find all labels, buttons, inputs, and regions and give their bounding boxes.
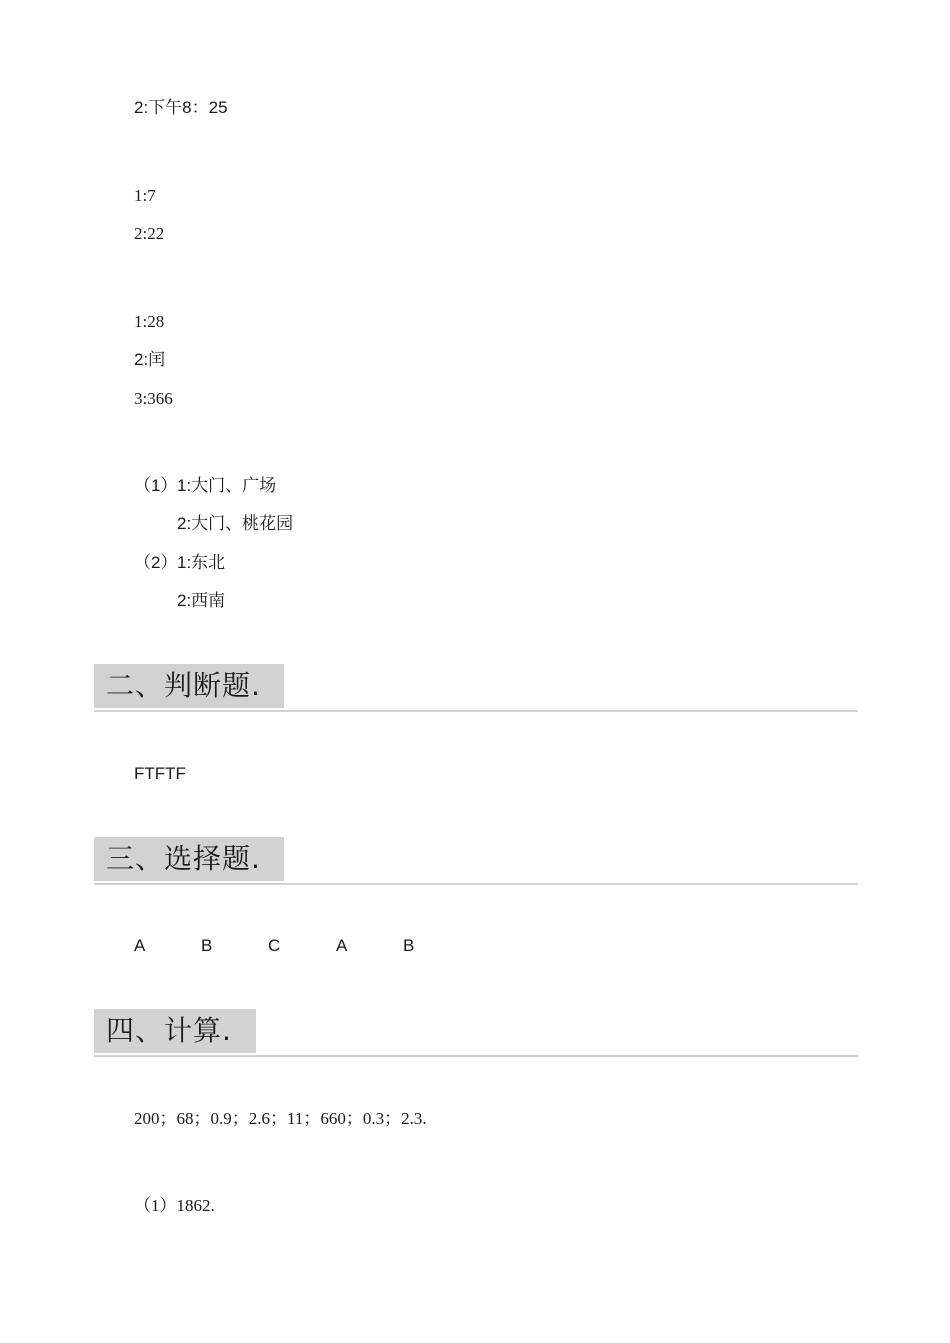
section-title: 四、计算. [106,1014,232,1047]
choice-answer-5: B [403,936,415,955]
judgement-answer: FTFTF [134,764,186,783]
direction-answer-1b: 2:大门、桃花园 [177,514,294,533]
answer-line-4: 1:28 [134,312,165,331]
choice-answer-2: B [201,936,213,955]
section-title: 二、判断题. [106,669,261,702]
choice-answer-4: A [336,936,348,955]
part-label-1: （1） [134,476,178,495]
answer-line-2: 1:7 [134,186,156,205]
answer-line-1: 2:下午8：25 [134,98,228,117]
calculation-part-1: （1）1862. [134,1196,215,1215]
choice-answer-1: A [134,936,146,955]
section-header-choice [94,837,858,885]
part-label-2: （2） [134,553,178,572]
answer-line-6: 3:366 [134,389,173,408]
section-header-calculation [94,1009,858,1057]
calculation-answer: 200；68；0.9；2.6；11；660；0.3；2.3. [134,1109,427,1128]
direction-answer-2a: 1:东北 [177,553,226,572]
answer-line-3: 2:22 [134,224,165,243]
direction-answer-2b: 2:西南 [177,591,226,610]
section-header-judgement [94,664,858,712]
section-title: 三、选择题. [106,842,261,875]
answer-line-5: 2:闰 [134,350,166,369]
direction-answer-1a: 1:大门、广场 [177,476,277,495]
choice-answer-3: C [268,936,281,955]
